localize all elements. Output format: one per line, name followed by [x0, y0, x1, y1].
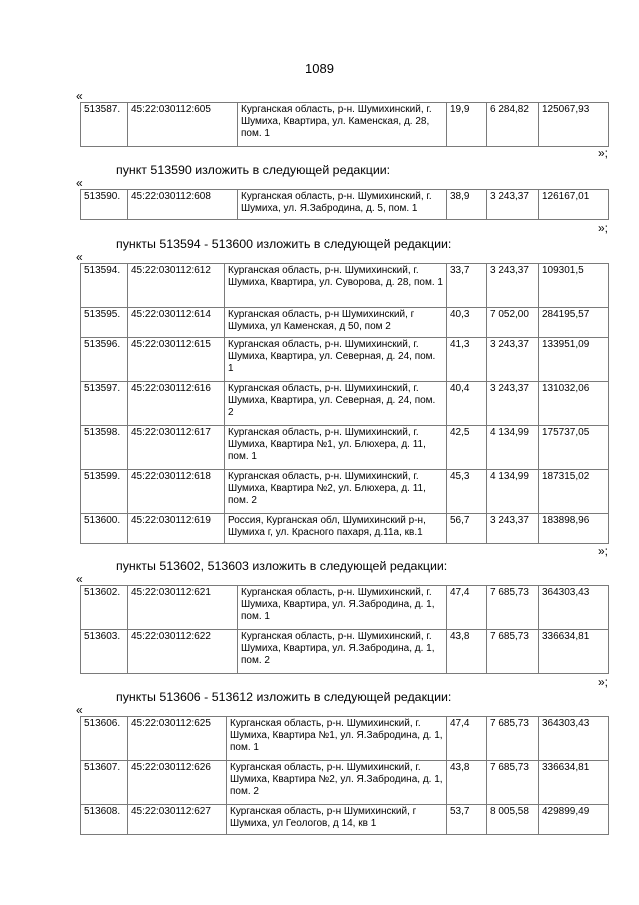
close-quote: »; — [598, 675, 609, 689]
unit-price: 3 243,37 — [487, 382, 539, 426]
close-quote: »; — [598, 221, 609, 235]
row-number: 513600. — [81, 514, 128, 544]
unit-price: 3 243,37 — [487, 264, 539, 308]
area: 47,4 — [447, 717, 487, 761]
page-number: 1089 — [305, 61, 334, 76]
cadastral-value: 364303,43 — [539, 586, 609, 630]
cadastral-number: 45:22:030112:625 — [128, 717, 227, 761]
address: Курганская область, р-н Шумихинский, г Шумиха, ул Каменская, д 50, пом 2 — [225, 308, 447, 338]
address: Курганская область, р-н. Шумихинский, г. Шумиха, Квартира, ул. Северная, д. 24, пом. 1 — [225, 338, 447, 382]
cadastral-number: 45:22:030112:608 — [128, 190, 238, 220]
row-number: 513599. — [81, 470, 128, 514]
section-instruction: пункты 513594 - 513600 изложить в следующей редакции: — [116, 237, 452, 251]
address: Курганская область, р-н. Шумихинский, г. Шумиха, Квартира, ул. Я.Забродина, д. 1, пом. 1 — [238, 586, 447, 630]
row-number: 513587. — [81, 103, 128, 147]
area: 33,7 — [447, 264, 487, 308]
cadastral-value: 183898,96 — [539, 514, 609, 544]
cadastral-value: 133951,09 — [539, 338, 609, 382]
unit-price: 8 005,58 — [487, 805, 539, 835]
address: Курганская область, р-н. Шумихинский, г. Шумиха, Квартира, ул. Каменская, д. 28, пом. 1 — [238, 103, 447, 147]
cadastral-number: 45:22:030112:618 — [128, 470, 225, 514]
table-row — [81, 338, 609, 382]
cadastral-value: 336634,81 — [539, 630, 609, 674]
area: 40,4 — [447, 382, 487, 426]
row-number: 513602. — [81, 586, 128, 630]
unit-price: 7 685,73 — [487, 717, 539, 761]
cadastral-number: 45:22:030112:616 — [128, 382, 225, 426]
cadastral-number: 45:22:030112:619 — [128, 514, 225, 544]
row-number: 513594. — [81, 264, 128, 308]
open-quote: « — [76, 703, 83, 717]
unit-price: 3 243,37 — [487, 190, 539, 220]
cadastral-value: 125067,93 — [539, 103, 609, 147]
table-row — [81, 761, 609, 805]
area: 42,5 — [447, 426, 487, 470]
cadastral-value: 131032,06 — [539, 382, 609, 426]
area: 43,8 — [447, 630, 487, 674]
address: Курганская область, р-н. Шумихинский, г. Шумиха, Квартира №2, ул. Блюхера, д. 11, пом. 2 — [225, 470, 447, 514]
open-quote: « — [76, 176, 83, 190]
area: 56,7 — [447, 514, 487, 544]
row-number: 513607. — [81, 761, 128, 805]
area: 38,9 — [447, 190, 487, 220]
unit-price: 4 134,99 — [487, 426, 539, 470]
row-number: 513596. — [81, 338, 128, 382]
section-instruction: пункты 513606 - 513612 изложить в следующей редакции: — [116, 690, 452, 704]
table-row — [81, 805, 609, 835]
cadastral-value: 336634,81 — [539, 761, 609, 805]
registry-table — [80, 189, 609, 220]
unit-price: 3 243,37 — [487, 514, 539, 544]
table-row — [81, 717, 609, 761]
row-number: 513606. — [81, 717, 128, 761]
cadastral-value: 126167,01 — [539, 190, 609, 220]
address: Курганская область, р-н. Шумихинский, г. Шумиха, Квартира №2, ул. Я.Забродина, д. 1, пом. 2 — [227, 761, 447, 805]
row-number: 513590. — [81, 190, 128, 220]
address: Курганская область, р-н. Шумихинский, г. Шумиха, Квартира, ул. Я.Забродина, д. 1, пом. 2 — [238, 630, 447, 674]
unit-price: 7 052,00 — [487, 308, 539, 338]
address: Курганская область, р-н. Шумихинский, г. Шумиха, Квартира, ул. Северная, д. 24, пом. 2 — [225, 382, 447, 426]
cadastral-number: 45:22:030112:626 — [128, 761, 227, 805]
address: Курганская область, р-н Шумихинский, г Шумиха, ул Геологов, д 14, кв 1 — [227, 805, 447, 835]
table-row — [81, 470, 609, 514]
row-number: 513598. — [81, 426, 128, 470]
unit-price: 4 134,99 — [487, 470, 539, 514]
table-row — [81, 586, 609, 630]
address: Курганская область, р-н. Шумихинский, г. Шумиха, Квартира, ул. Суворова, д. 28, пом. 1 — [225, 264, 447, 308]
cadastral-value: 429899,49 — [539, 805, 609, 835]
unit-price: 7 685,73 — [487, 586, 539, 630]
table-row — [81, 264, 609, 308]
table-row — [81, 103, 609, 147]
unit-price: 7 685,73 — [487, 761, 539, 805]
table-row — [81, 630, 609, 674]
cadastral-number: 45:22:030112:621 — [128, 586, 238, 630]
cadastral-number: 45:22:030112:612 — [128, 264, 225, 308]
cadastral-number: 45:22:030112:614 — [128, 308, 225, 338]
row-number: 513597. — [81, 382, 128, 426]
close-quote: »; — [598, 544, 609, 558]
cadastral-number: 45:22:030112:605 — [128, 103, 238, 147]
section-instruction: пункты 513602, 513603 изложить в следующей редакции: — [116, 559, 448, 573]
table-row — [81, 190, 609, 220]
close-quote: »; — [598, 146, 609, 160]
address: Курганская область, р-н. Шумихинский, г. Шумиха, ул. Я.Забродина, д. 5, пом. 1 — [238, 190, 447, 220]
open-quote: « — [76, 572, 83, 586]
row-number: 513603. — [81, 630, 128, 674]
area: 53,7 — [447, 805, 487, 835]
registry-table — [80, 102, 609, 147]
cadastral-value: 175737,05 — [539, 426, 609, 470]
cadastral-number: 45:22:030112:615 — [128, 338, 225, 382]
open-quote: « — [76, 250, 83, 264]
cadastral-value: 109301,5 — [539, 264, 609, 308]
cadastral-value: 284195,57 — [539, 308, 609, 338]
cadastral-number: 45:22:030112:627 — [128, 805, 227, 835]
unit-price: 3 243,37 — [487, 338, 539, 382]
area: 41,3 — [447, 338, 487, 382]
cadastral-number: 45:22:030112:617 — [128, 426, 225, 470]
table-row — [81, 426, 609, 470]
cadastral-number: 45:22:030112:622 — [128, 630, 238, 674]
area: 40,3 — [447, 308, 487, 338]
cadastral-value: 187315,02 — [539, 470, 609, 514]
address: Курганская область, р-н. Шумихинский, г. Шумиха, Квартира №1, ул. Я.Забродина, д. 1, пом. 1 — [227, 717, 447, 761]
registry-table — [80, 263, 609, 544]
registry-table — [80, 716, 609, 835]
address: Россия, Курганская обл, Шумихинский р-н, Шумиха г, ул. Красного пахаря, д.11а, кв.1 — [225, 514, 447, 544]
row-number: 513595. — [81, 308, 128, 338]
area: 43,8 — [447, 761, 487, 805]
table-row — [81, 308, 609, 338]
area: 19,9 — [447, 103, 487, 147]
area: 47,4 — [447, 586, 487, 630]
area: 45,3 — [447, 470, 487, 514]
cadastral-value: 364303,43 — [539, 717, 609, 761]
row-number: 513608. — [81, 805, 128, 835]
unit-price: 7 685,73 — [487, 630, 539, 674]
table-row — [81, 382, 609, 426]
section-instruction: пункт 513590 изложить в следующей редакции: — [116, 163, 391, 177]
open-quote: « — [76, 89, 83, 103]
unit-price: 6 284,82 — [487, 103, 539, 147]
table-row — [81, 514, 609, 544]
address: Курганская область, р-н. Шумихинский, г. Шумиха, Квартира №1, ул. Блюхера, д. 11, пом. 1 — [225, 426, 447, 470]
registry-table — [80, 585, 609, 674]
